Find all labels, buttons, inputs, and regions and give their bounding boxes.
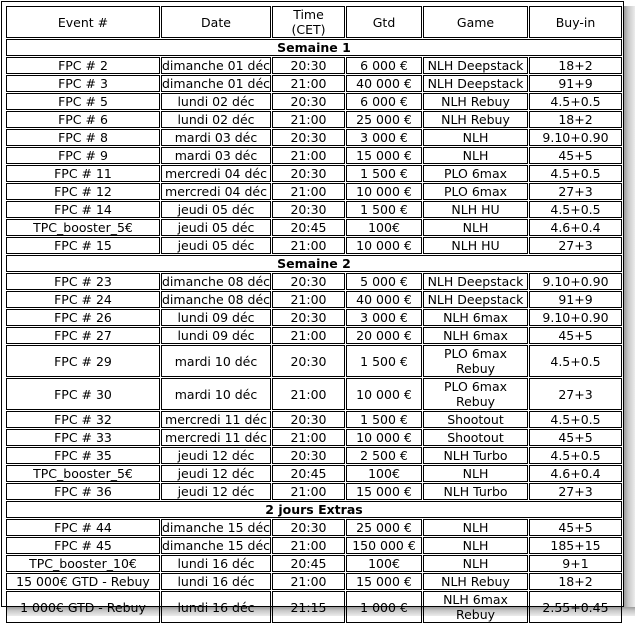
section-header-row — [6, 501, 622, 518]
table-row — [6, 555, 622, 572]
cell-event: FPC # 14 — [6, 201, 160, 218]
cell-event: FPC # 2 — [6, 57, 160, 74]
cell-time: 20:30 — [272, 411, 345, 428]
cell-event: FPC # 15 — [6, 237, 160, 254]
cell-game: Shootout — [423, 411, 528, 428]
cell-buyin: 185+15 — [529, 537, 622, 554]
cell-event: FPC # 44 — [6, 519, 160, 536]
cell-gtd: 25 000 € — [346, 111, 422, 128]
cell-game: NLH Deepstack — [423, 75, 528, 92]
table-row — [6, 537, 622, 554]
cell-buyin: 4.5+0.5 — [529, 447, 622, 464]
cell-date: mercredi 11 déc — [161, 429, 271, 446]
table-row — [6, 429, 622, 446]
table-row — [6, 483, 622, 500]
cell-gtd: 10 000 € — [346, 378, 422, 410]
cell-event: FPC # 6 — [6, 111, 160, 128]
cell-date: mardi 03 déc — [161, 129, 271, 146]
cell-time: 20:45 — [272, 219, 345, 236]
cell-event: FPC # 33 — [6, 429, 160, 446]
cell-event: FPC # 12 — [6, 183, 160, 200]
table-row — [6, 75, 622, 92]
cell-time: 21:00 — [272, 378, 345, 410]
cell-gtd: 1 500 € — [346, 201, 422, 218]
cell-gtd: 15 000 € — [346, 147, 422, 164]
cell-game: PLO 6max — [423, 165, 528, 182]
cell-gtd: 1 500 € — [346, 345, 422, 377]
cell-time: 20:45 — [272, 555, 345, 572]
cell-time: 21:00 — [272, 237, 345, 254]
cell-buyin: 9+1 — [529, 555, 622, 572]
cell-buyin: 27+3 — [529, 237, 622, 254]
cell-event: TPC_booster_10€ — [6, 555, 160, 572]
cell-game: NLH — [423, 219, 528, 236]
cell-date: dimanche 08 déc — [162, 292, 271, 307]
section-title: 2 jours Extras — [6, 501, 622, 518]
cell-gtd: 3 000 € — [346, 129, 422, 146]
cell-date: mardi 10 déc — [161, 345, 271, 377]
header-event: Event # — [6, 6, 160, 38]
cell-buyin: 9.10+0.90 — [529, 129, 622, 146]
cell-date: jeudi 05 déc — [161, 219, 271, 236]
table-row — [6, 519, 622, 536]
cell-event: FPC # 26 — [6, 309, 160, 326]
table-row — [6, 129, 622, 146]
header-gtd: Gtd — [346, 6, 422, 38]
table-row — [6, 237, 622, 254]
cell-time: 20:30 — [272, 273, 345, 290]
cell-date: lundi 09 déc — [161, 309, 271, 326]
cell-buyin: 4.6+0.4 — [529, 219, 622, 236]
cell-date: lundi 02 déc — [161, 93, 271, 110]
cell-event: TPC_booster_5€ — [6, 465, 160, 482]
cell-event: FPC # 3 — [6, 75, 160, 92]
cell-game: NLH Deepstack — [423, 57, 528, 74]
cell-game: NLH Rebuy — [423, 93, 528, 110]
cell-game: Shootout — [423, 429, 528, 446]
cell-time: 21:00 — [272, 111, 345, 128]
table-row — [6, 57, 622, 74]
cell-time: 21:00 — [272, 573, 345, 590]
cell-date: jeudi 12 déc — [161, 465, 271, 482]
cell-game: NLH — [423, 147, 528, 164]
cell-time: 20:30 — [272, 57, 345, 74]
cell-date: lundi 16 déc — [161, 591, 271, 623]
cell-gtd: 3 000 € — [346, 309, 422, 326]
table-row — [6, 447, 622, 464]
table-row — [6, 573, 622, 590]
cell-gtd: 25 000 € — [346, 519, 422, 536]
cell-event: FPC # 27 — [6, 327, 160, 344]
cell-game: NLH HU — [423, 201, 528, 218]
cell-game: PLO 6max Rebuy — [423, 345, 528, 377]
cell-time: 21:00 — [272, 429, 345, 446]
cell-buyin: 27+3 — [529, 378, 622, 410]
cell-game: NLH HU — [423, 237, 528, 254]
cell-game: NLH — [423, 129, 528, 146]
cell-time: 21:00 — [272, 75, 345, 92]
cell-date: lundi 16 déc — [161, 573, 271, 590]
cell-event: 15 000€ GTD - Rebuy — [6, 573, 160, 590]
cell-date: lundi 02 déc — [161, 111, 271, 128]
cell-event: FPC # 24 — [6, 291, 160, 308]
cell-event: FPC # 23 — [6, 273, 160, 290]
cell-game: NLH — [423, 555, 528, 572]
cell-gtd: 150 000 € — [346, 537, 422, 554]
cell-event: FPC # 8 — [6, 129, 160, 146]
cell-buyin: 4.5+0.5 — [529, 165, 622, 182]
cell-date: mercredi 04 déc — [161, 165, 271, 182]
table-row — [6, 219, 622, 236]
cell-gtd: 10 000 € — [346, 237, 422, 254]
cell-date: jeudi 12 déc — [161, 447, 271, 464]
cell-buyin: 2.55+0.45 — [529, 591, 622, 623]
cell-game: NLH Deepstack — [423, 291, 528, 308]
cell-time: 20:30 — [272, 129, 345, 146]
cell-time: 21:15 — [272, 591, 345, 623]
cell-time: 21:00 — [272, 483, 345, 500]
cell-gtd: 10 000 € — [346, 183, 422, 200]
cell-gtd: 1 500 € — [346, 165, 422, 182]
cell-game: NLH Deepstack — [423, 273, 528, 290]
cell-buyin: 91+9 — [529, 75, 622, 92]
cell-buyin: 45+5 — [529, 429, 622, 446]
table-row — [6, 291, 622, 308]
cell-game: NLH 6max — [423, 327, 528, 344]
section-header-row — [6, 255, 622, 272]
cell-game: NLH Rebuy — [423, 573, 528, 590]
cell-date: mardi 10 déc — [161, 378, 271, 410]
table-row — [6, 201, 622, 218]
cell-buyin: 45+5 — [529, 147, 622, 164]
tournament-schedule-table — [5, 5, 623, 624]
table-row — [6, 273, 622, 290]
cell-event: 1 000€ GTD - Rebuy — [6, 591, 160, 623]
cell-date: dimanche 15 déc — [162, 520, 271, 535]
cell-buyin: 4.6+0.4 — [529, 465, 622, 482]
cell-event: TPC_booster_5€ — [6, 219, 160, 236]
cell-time: 20:30 — [272, 201, 345, 218]
cell-buyin: 4.5+0.5 — [529, 93, 622, 110]
cell-gtd: 5 000 € — [346, 273, 422, 290]
cell-event: FPC # 30 — [6, 378, 160, 410]
cell-game: NLH — [423, 465, 528, 482]
table-row — [6, 93, 622, 110]
cell-buyin: 27+3 — [529, 483, 622, 500]
cell-event: FPC # 29 — [6, 345, 160, 377]
cell-gtd: 100€ — [346, 465, 422, 482]
table-row — [6, 111, 622, 128]
cell-gtd: 20 000 € — [346, 327, 422, 344]
table-row — [6, 327, 622, 344]
cell-gtd: 100€ — [346, 219, 422, 236]
cell-event: FPC # 36 — [6, 483, 160, 500]
cell-gtd: 40 000 € — [346, 291, 422, 308]
table-row — [6, 591, 622, 623]
cell-time: 20:30 — [272, 345, 345, 377]
cell-gtd: 1 500 € — [346, 411, 422, 428]
cell-buyin: 4.5+0.5 — [529, 201, 622, 218]
cell-date: mardi 03 déc — [161, 147, 271, 164]
cell-event: FPC # 35 — [6, 447, 160, 464]
cell-gtd: 15 000 € — [346, 483, 422, 500]
cell-time: 21:00 — [272, 147, 345, 164]
cell-time: 20:30 — [272, 93, 345, 110]
table-row — [6, 147, 622, 164]
cell-event: FPC # 11 — [6, 165, 160, 182]
cell-time: 20:30 — [272, 519, 345, 536]
cell-event: FPC # 45 — [6, 537, 160, 554]
cell-time: 21:00 — [272, 537, 345, 554]
cell-date: mercredi 04 déc — [161, 183, 271, 200]
table-row — [6, 378, 622, 410]
cell-buyin: 91+9 — [529, 291, 622, 308]
cell-gtd: 6 000 € — [346, 57, 422, 74]
cell-gtd: 10 000 € — [346, 429, 422, 446]
cell-buyin: 4.5+0.5 — [529, 345, 622, 377]
cell-game: NLH Turbo — [423, 483, 528, 500]
frame-shadow-right — [624, 6, 635, 610]
cell-game: PLO 6max Rebuy — [423, 378, 528, 410]
cell-game: NLH Turbo — [423, 447, 528, 464]
cell-event: FPC # 5 — [6, 93, 160, 110]
cell-buyin: 9.10+0.90 — [529, 309, 622, 326]
cell-date: dimanche 08 déc — [162, 274, 271, 289]
cell-buyin: 27+3 — [529, 183, 622, 200]
section-header-row — [6, 39, 622, 56]
cell-buyin: 45+5 — [529, 327, 622, 344]
cell-date: lundi 09 déc — [161, 327, 271, 344]
cell-event: FPC # 9 — [6, 147, 160, 164]
table-row — [6, 165, 622, 182]
cell-date: dimanche 01 déc — [162, 76, 271, 91]
cell-gtd: 1 000 € — [346, 591, 422, 623]
cell-time: 20:45 — [272, 465, 345, 482]
cell-buyin: 18+2 — [529, 573, 622, 590]
cell-time: 20:30 — [272, 165, 345, 182]
header-buyin: Buy-in — [529, 6, 622, 38]
cell-game: NLH — [423, 537, 528, 554]
cell-gtd: 6 000 € — [346, 93, 422, 110]
cell-time: 21:00 — [272, 327, 345, 344]
cell-buyin: 45+5 — [529, 519, 622, 536]
cell-time: 21:00 — [272, 291, 345, 308]
cell-buyin: 18+2 — [529, 111, 622, 128]
cell-buyin: 18+2 — [529, 57, 622, 74]
table-row — [6, 465, 622, 482]
header-time: Time (CET) — [272, 6, 345, 38]
cell-date: dimanche 01 déc — [162, 58, 271, 73]
cell-game: NLH 6max — [423, 309, 528, 326]
cell-date: jeudi 12 déc — [161, 483, 271, 500]
cell-time: 20:30 — [272, 309, 345, 326]
cell-event: FPC # 32 — [6, 411, 160, 428]
table-row — [6, 309, 622, 326]
cell-game: NLH — [423, 519, 528, 536]
cell-game: PLO 6max — [423, 183, 528, 200]
cell-time: 20:30 — [272, 447, 345, 464]
cell-game: NLH 6max Rebuy — [423, 591, 528, 623]
cell-gtd: 15 000 € — [346, 573, 422, 590]
cell-date: lundi 16 déc — [161, 555, 271, 572]
cell-time: 21:00 — [272, 183, 345, 200]
schedule-frame — [1, 1, 624, 622]
table-row — [6, 345, 622, 377]
table-row — [6, 183, 622, 200]
cell-gtd: 100€ — [346, 555, 422, 572]
header-date: Date — [161, 6, 271, 38]
section-title: Semaine 2 — [6, 255, 622, 272]
cell-gtd: 40 000 € — [346, 75, 422, 92]
header-row — [6, 6, 622, 38]
section-title: Semaine 1 — [6, 39, 622, 56]
cell-date: dimanche 15 déc — [162, 538, 271, 553]
cell-date: mercredi 11 déc — [161, 411, 271, 428]
cell-date: jeudi 05 déc — [161, 201, 271, 218]
cell-game: NLH Rebuy — [423, 111, 528, 128]
cell-gtd: 2 500 € — [346, 447, 422, 464]
table-row — [6, 411, 622, 428]
cell-date: jeudi 05 déc — [161, 237, 271, 254]
schedule-body — [6, 39, 622, 623]
cell-buyin: 4.5+0.5 — [529, 411, 622, 428]
header-game: Game — [423, 6, 528, 38]
cell-buyin: 9.10+0.90 — [529, 273, 622, 290]
